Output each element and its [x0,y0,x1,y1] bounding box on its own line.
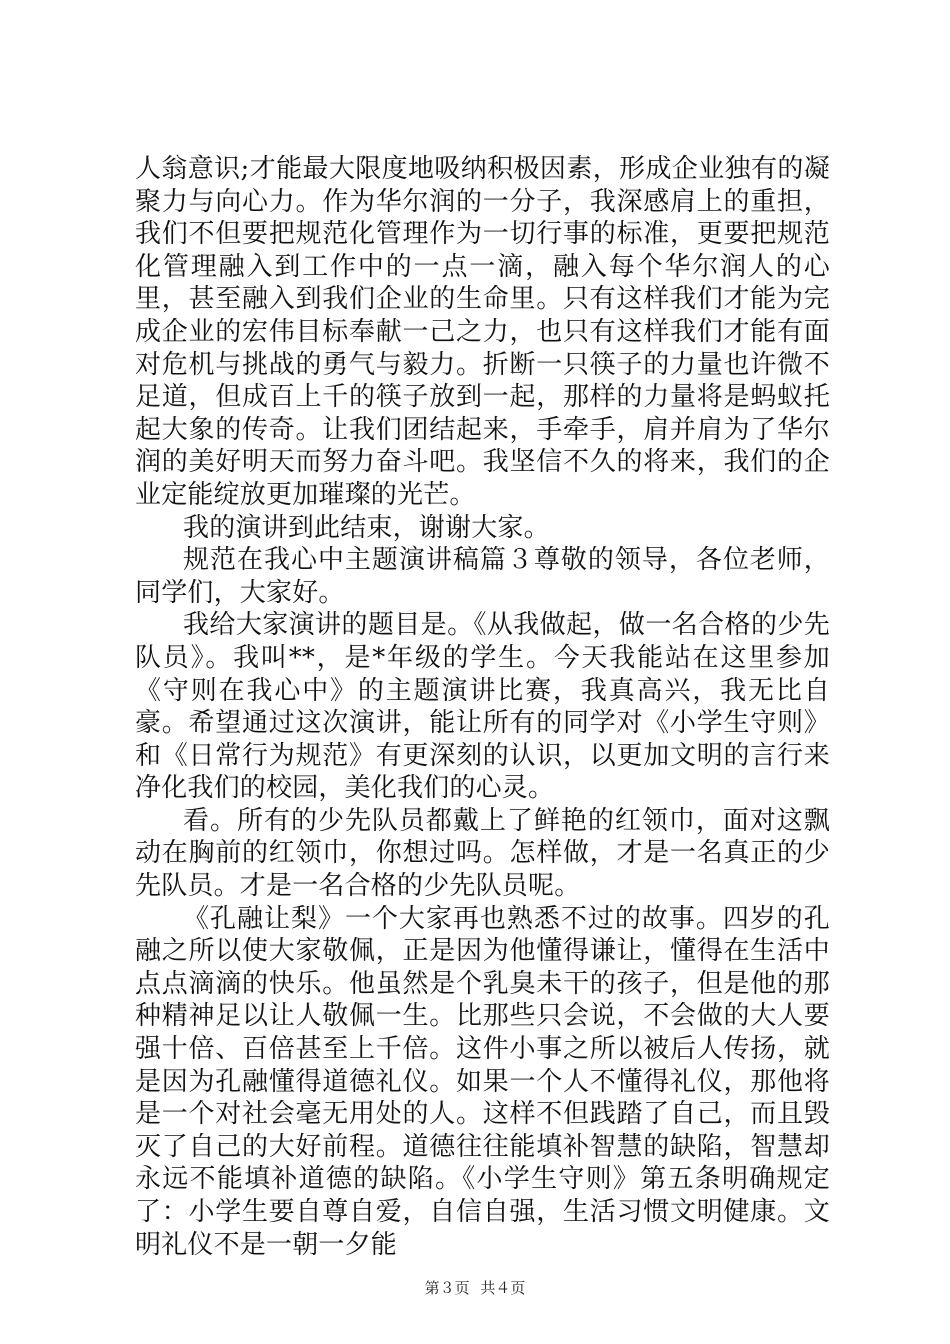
paragraph-continuation: 人翁意识;才能最大限度地吸纳积极因素，形成企业独有的凝聚力与向心力。作为华尔润的一分子，我深感肩上的重担，我们不但要把规范化管理作为一切行事的标准，更要把规范化管理融入到工作中的一点一滴，融入每个华尔润人的心里，甚至融入到我们企业的生命里。只有这样我们才能为完成企业的宏伟目标奉献一己之力，也只有这样我们才能有面对危机与挑战的勇气与毅力。折断一只筷子的力量也许微不足道，但成百上千的筷子放到一起，那样的力量将是蚂蚁托起大象的传奇。让我们团结起来，手牵手，肩并肩为了华尔润的美好明天而努力奋斗吧。我坚信不久的将来，我们的企业定能绽放更加璀璨的光芒。 [135,154,830,510]
paragraph-speech-heading: 规范在我心中主题演讲稿篇３尊敬的领导，各位老师，同学们，大家好。 [135,545,830,608]
page-total: 共４页 [480,1279,526,1297]
paragraph-red-scarf: 看。所有的少先队员都戴上了鲜艳的红领巾，面对这飘动在胸前的红领巾，你想过吗。怎样做，才是一名真正的少先队员。才是一名合格的少先队员呢。 [135,805,830,902]
page-footer [0,1277,950,1298]
paragraph-speech-topic: 我给大家演讲的题目是。《从我做起，做一名合格的少先队员》。我叫**，是*年级的学生。今天我能站在这里参加《守则在我心中》的主题演讲比赛，我真高兴，我无比自豪。希望通过这次演讲，能让所有的同学对《小学生守则》和《日常行为规范》有更深刻的认识，以更加文明的言行来净化我们的校园，美化我们的心灵。 [135,610,830,804]
document-body [135,153,830,1261]
page-number: 第３页 [424,1279,470,1297]
paragraph-kong-rong: 《孔融让梨》一个大家再也熟悉不过的故事。四岁的孔融之所以使大家敬佩，正是因为他懂得谦让，懂得在生活中点点滴滴的快乐。他虽然是个乳臭未干的孩子，但是他的那种精神足以让人敬佩一生。比那些只会说，不会做的大人要强十倍、百倍甚至上千倍。这件小事之所以被后人传扬，就是因为孔融懂得道德礼仪。如果一个人不懂得礼仪，那他将是一个对社会毫无用处的人。这样不但践踏了自己，而且毁灭了自己的大好前程。道德往往能填补智慧的缺陷，智慧却永远不能填补道德的缺陷。《小学生守则》第五条明确规定了：小学生要自尊自爱，自信自强，生活习惯文明健康。文明礼仪不是一朝一夕能 [135,903,830,1260]
paragraph-closing: 我的演讲到此结束，谢谢大家。 [183,512,550,543]
